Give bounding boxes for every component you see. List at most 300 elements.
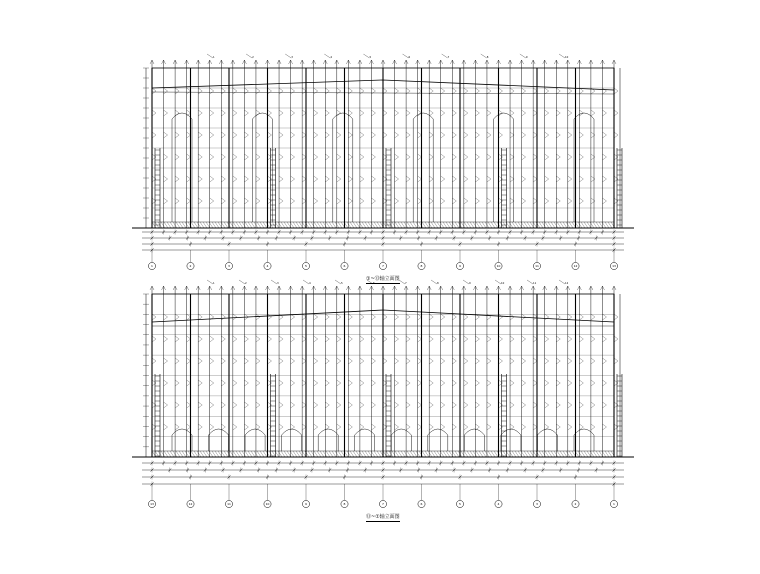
- hatch-stroke: [557, 222, 561, 228]
- hatch-stroke: [428, 451, 432, 457]
- hatch-stroke: [230, 451, 234, 457]
- hatch-stroke: [263, 222, 267, 228]
- stud-bracing: [198, 314, 202, 430]
- hatch-stroke: [584, 451, 588, 457]
- hatch-stroke: [374, 451, 378, 457]
- hatch-stroke: [239, 222, 243, 228]
- lower-caption-text: ⑬~①轴立面图: [366, 514, 400, 520]
- hatch-stroke: [539, 222, 543, 228]
- hatch-stroke: [281, 222, 285, 228]
- hatch-stroke: [533, 451, 537, 457]
- hatch-stroke: [431, 451, 435, 457]
- hatch-stroke: [356, 451, 360, 457]
- hatch-stroke: [329, 222, 333, 228]
- mark-label: 6: [373, 282, 375, 285]
- stud-bracing: [602, 88, 606, 204]
- hatch-stroke: [359, 451, 363, 457]
- mark-label: 5: [341, 282, 343, 285]
- stud-bracing: [348, 314, 352, 430]
- hatch-stroke: [578, 222, 582, 228]
- door-opening: [355, 429, 375, 451]
- hatch-stroke: [491, 451, 495, 457]
- door-opening: [318, 429, 338, 451]
- hatch-stroke: [542, 222, 546, 228]
- door-opening: [333, 113, 353, 222]
- hatch-stroke: [194, 222, 198, 228]
- hatch-stroke: [428, 222, 432, 228]
- stud-bracing: [441, 314, 445, 430]
- stud-bracing: [545, 88, 549, 204]
- hatch-stroke: [200, 222, 204, 228]
- stud-bracing: [371, 314, 375, 430]
- hatch-stroke: [167, 222, 171, 228]
- stud-bracing: [314, 314, 318, 430]
- hatch-stroke: [311, 222, 315, 228]
- mark-label: 2: [245, 282, 247, 285]
- hatch-stroke: [476, 451, 480, 457]
- door-opening: [413, 113, 433, 222]
- hatch-stroke: [212, 222, 216, 228]
- hatch-stroke: [245, 222, 249, 228]
- mark-label: 1: [213, 282, 215, 285]
- grid-bubble-label: 4: [266, 264, 269, 269]
- hatch-stroke: [473, 222, 477, 228]
- hatch-stroke: [473, 451, 477, 457]
- hatch-stroke: [221, 451, 225, 457]
- hatch-stroke: [215, 451, 219, 457]
- hatch-stroke: [278, 222, 282, 228]
- hatch-stroke: [542, 451, 546, 457]
- hatch-stroke: [332, 451, 336, 457]
- hatch-stroke: [443, 451, 447, 457]
- grid-bubble-label: 3: [228, 264, 230, 269]
- grid-bubble-label: 2: [189, 264, 192, 269]
- hatch-stroke: [551, 451, 555, 457]
- grid-bubble-label: 2: [574, 502, 577, 507]
- hatch-stroke: [338, 451, 342, 457]
- stud-bracing: [348, 88, 352, 204]
- stud-bracing: [499, 314, 503, 430]
- hatch-stroke: [392, 222, 396, 228]
- hatch-stroke: [437, 451, 441, 457]
- hatch-stroke: [476, 222, 480, 228]
- stud-bracing: [256, 88, 260, 204]
- grid-bubble-label: 8: [420, 264, 423, 269]
- mark-label: 11: [533, 282, 537, 285]
- stud-bracing: [221, 88, 225, 204]
- hatch-stroke: [467, 222, 471, 228]
- stud-bracing: [510, 314, 514, 430]
- door-opening: [282, 429, 302, 451]
- hatch-stroke: [434, 222, 438, 228]
- hatch-stroke: [554, 222, 558, 228]
- hatch-stroke: [587, 451, 591, 457]
- hatch-stroke: [590, 222, 594, 228]
- hatch-stroke: [377, 451, 381, 457]
- grid-bubble-label: 5: [459, 502, 461, 507]
- hatch-stroke: [170, 451, 174, 457]
- hatch-stroke: [317, 451, 321, 457]
- mark-label: 4: [330, 56, 332, 59]
- door-opening: [245, 429, 265, 451]
- stud-bracing: [614, 88, 618, 204]
- hatch-stroke: [281, 451, 285, 457]
- hatch-stroke: [314, 222, 318, 228]
- stud-bracing: [429, 88, 433, 204]
- hatch-stroke: [170, 222, 174, 228]
- hatch-stroke: [236, 222, 240, 228]
- mark-label: 10: [501, 282, 505, 285]
- hatch-stroke: [488, 451, 492, 457]
- hatch-stroke: [311, 451, 315, 457]
- hatch-stroke: [284, 451, 288, 457]
- stud-bracing: [371, 88, 375, 204]
- hatch-stroke: [590, 451, 594, 457]
- hatch-stroke: [161, 222, 165, 228]
- grid-bubble-label: 6: [420, 502, 423, 507]
- hatch-stroke: [515, 222, 519, 228]
- hatch-stroke: [452, 222, 456, 228]
- hatch-stroke: [464, 222, 468, 228]
- stud-bracing: [152, 88, 156, 204]
- hatch-stroke: [425, 222, 429, 228]
- door-opening: [464, 429, 484, 451]
- hatch-stroke: [260, 451, 264, 457]
- hatch-stroke: [257, 222, 261, 228]
- hatch-stroke: [185, 451, 189, 457]
- hatch-stroke: [593, 222, 597, 228]
- hatch-stroke: [524, 451, 528, 457]
- upper-caption-text: ①~⑬轴立面图: [366, 276, 400, 282]
- mark-label: 4: [309, 282, 311, 285]
- stud-bracing: [568, 314, 572, 430]
- mark-label: 3: [277, 282, 279, 285]
- grid-bubble-label: 9: [305, 502, 307, 507]
- hatch-stroke: [164, 222, 168, 228]
- grid-bubble-label: 11: [227, 502, 231, 507]
- hatch-stroke: [434, 451, 438, 457]
- hatch-stroke: [569, 451, 573, 457]
- hatch-stroke: [203, 222, 207, 228]
- hatch-stroke: [299, 222, 303, 228]
- door-opening: [391, 429, 411, 451]
- hatch-stroke: [164, 451, 168, 457]
- hatch-stroke: [221, 222, 225, 228]
- hatch-stroke: [530, 451, 534, 457]
- grid-bubble-label: 11: [535, 264, 539, 269]
- hatch-stroke: [296, 451, 300, 457]
- hatch-stroke: [365, 222, 369, 228]
- hatch-stroke: [470, 222, 474, 228]
- hatch-stroke: [554, 451, 558, 457]
- lower-elevation-caption: [366, 513, 400, 522]
- hatch-stroke: [410, 222, 414, 228]
- hatch-stroke: [212, 451, 216, 457]
- grid-bubble-label: 4: [497, 502, 500, 507]
- hatch-stroke: [593, 451, 597, 457]
- hatch-stroke: [596, 222, 600, 228]
- stud-bracing: [452, 88, 456, 204]
- mark-label: 6: [408, 56, 411, 59]
- grid-bubble-label: 10: [496, 264, 501, 269]
- hatch-stroke: [548, 451, 552, 457]
- stud-bracing: [441, 88, 445, 204]
- hatch-stroke: [251, 451, 255, 457]
- hatch-stroke: [365, 451, 369, 457]
- stud-bracing: [556, 88, 560, 204]
- hatch-stroke: [488, 222, 492, 228]
- hatch-stroke: [557, 451, 561, 457]
- hatch-stroke: [329, 451, 333, 457]
- hatch-stroke: [293, 451, 297, 457]
- stud-bracing: [395, 88, 399, 204]
- hatch-stroke: [551, 222, 555, 228]
- hatch-stroke: [446, 222, 450, 228]
- stud-bracing: [337, 88, 341, 204]
- mark-label: 8: [437, 282, 439, 285]
- door-opening: [428, 429, 448, 451]
- hatch-stroke: [401, 451, 405, 457]
- grid-bubble-label: 5: [305, 264, 307, 269]
- stud-bracing: [210, 314, 214, 430]
- hatch-stroke: [350, 222, 354, 228]
- mark-label: 1: [213, 56, 215, 59]
- hatch-stroke: [470, 451, 474, 457]
- stud-bracing: [464, 314, 468, 430]
- hatch-stroke: [257, 451, 261, 457]
- hatch-stroke: [509, 451, 513, 457]
- hatch-stroke: [284, 222, 288, 228]
- stud-bracing: [406, 314, 410, 430]
- hatch-stroke: [362, 222, 366, 228]
- stud-bracing: [614, 314, 618, 430]
- stud-bracing: [291, 314, 295, 430]
- stud-bracing: [522, 88, 526, 204]
- hatch-stroke: [401, 222, 405, 228]
- hatch-stroke: [407, 451, 411, 457]
- hatch-stroke: [206, 222, 210, 228]
- stud-bracing: [233, 314, 237, 430]
- hatch-stroke: [410, 451, 414, 457]
- hatch-stroke: [437, 222, 441, 228]
- mark-label: 8: [486, 56, 489, 59]
- hatch-stroke: [320, 222, 324, 228]
- hatch-stroke: [545, 451, 549, 457]
- hatch-stroke: [461, 451, 465, 457]
- hatch-stroke: [491, 222, 495, 228]
- grid-bubble-label: 10: [265, 502, 270, 507]
- grid-bubble-label: 12: [188, 502, 193, 507]
- grid-bubble-label: 7: [382, 502, 384, 507]
- hatch-stroke: [512, 451, 516, 457]
- stud-bracing: [279, 88, 283, 204]
- hatch-stroke: [581, 222, 585, 228]
- hatch-stroke: [482, 222, 486, 228]
- hatch-stroke: [377, 222, 381, 228]
- lower-caption-underline: [366, 521, 400, 522]
- stud-bracing: [556, 314, 560, 430]
- hatch-stroke: [398, 451, 402, 457]
- hatch-stroke: [206, 451, 210, 457]
- hatch-stroke: [179, 451, 183, 457]
- hatch-stroke: [353, 451, 357, 457]
- stud-bracing: [429, 314, 433, 430]
- hatch-stroke: [548, 222, 552, 228]
- hatch-stroke: [443, 222, 447, 228]
- hatch-stroke: [362, 451, 366, 457]
- lower-elevation: [132, 280, 634, 508]
- stud-bracing: [487, 314, 491, 430]
- stud-bracing: [325, 88, 329, 204]
- stud-bracing: [499, 88, 503, 204]
- hatch-stroke: [242, 222, 246, 228]
- hatch-stroke: [605, 451, 609, 457]
- hatch-stroke: [422, 222, 426, 228]
- mark-label: 9: [525, 56, 528, 59]
- hatch-stroke: [233, 222, 237, 228]
- stud-bracing: [164, 314, 168, 430]
- hatch-stroke: [467, 451, 471, 457]
- hatch-stroke: [278, 451, 282, 457]
- hatch-stroke: [353, 222, 357, 228]
- hatch-stroke: [431, 222, 435, 228]
- hatch-stroke: [320, 451, 324, 457]
- grid-bubble-label: 1: [613, 502, 615, 507]
- hatch-stroke: [464, 451, 468, 457]
- stud-bracing: [268, 314, 272, 430]
- stud-bracing: [360, 314, 364, 430]
- hatch-stroke: [314, 451, 318, 457]
- hatch-stroke: [494, 222, 498, 228]
- stud-bracing: [383, 314, 387, 430]
- hatch-stroke: [197, 451, 201, 457]
- door-opening: [252, 113, 272, 222]
- hatch-stroke: [179, 222, 183, 228]
- stud-bracing: [314, 88, 318, 204]
- grid-bubble-label: 3: [536, 502, 538, 507]
- stud-bracing: [152, 314, 156, 430]
- hatch-stroke: [347, 451, 351, 457]
- grid-bubble-label: 6: [343, 264, 346, 269]
- hatch-stroke: [479, 222, 483, 228]
- hatch-stroke: [395, 222, 399, 228]
- hatch-stroke: [161, 451, 165, 457]
- hatch-stroke: [527, 451, 531, 457]
- hatch-stroke: [416, 451, 420, 457]
- hatch-stroke: [608, 222, 612, 228]
- hatch-stroke: [338, 222, 342, 228]
- upper-caption-underline: [366, 283, 400, 284]
- hatch-stroke: [236, 451, 240, 457]
- hatch-stroke: [527, 222, 531, 228]
- stud-bracing: [406, 88, 410, 204]
- hatch-stroke: [413, 222, 417, 228]
- hatch-stroke: [605, 222, 609, 228]
- hatch-stroke: [191, 451, 195, 457]
- hatch-stroke: [230, 222, 234, 228]
- door-opening: [537, 429, 557, 451]
- stud-bracing: [198, 88, 202, 204]
- hatch-stroke: [332, 222, 336, 228]
- hatch-stroke: [260, 222, 264, 228]
- hatch-stroke: [326, 222, 330, 228]
- hatch-stroke: [356, 222, 360, 228]
- hatch-stroke: [323, 451, 327, 457]
- hatch-stroke: [413, 451, 417, 457]
- hatch-stroke: [347, 222, 351, 228]
- stud-bracing: [175, 88, 179, 204]
- stud-bracing: [268, 88, 272, 204]
- hatch-stroke: [563, 451, 567, 457]
- grid-bubble-label: 12: [573, 264, 578, 269]
- grid-bubble-label: 13: [150, 502, 154, 507]
- stud-bracing: [475, 314, 479, 430]
- hatch-stroke: [182, 222, 186, 228]
- hatch-stroke: [587, 222, 591, 228]
- hatch-stroke: [581, 451, 585, 457]
- hatch-stroke: [224, 222, 228, 228]
- stud-bracing: [325, 314, 329, 430]
- hatch-stroke: [560, 451, 564, 457]
- hatch-stroke: [296, 222, 300, 228]
- mark-label: 7: [447, 56, 450, 59]
- hatch-stroke: [533, 222, 537, 228]
- door-opening: [494, 113, 514, 222]
- stud-bracing: [175, 314, 179, 430]
- hatch-stroke: [509, 222, 513, 228]
- hatch-stroke: [242, 451, 246, 457]
- mark-label: 2: [252, 56, 254, 59]
- door-opening: [501, 429, 521, 451]
- hatch-stroke: [578, 451, 582, 457]
- grid-bubble-label: 9: [459, 264, 461, 269]
- hatch-stroke: [374, 222, 378, 228]
- hatch-stroke: [248, 222, 252, 228]
- hatch-stroke: [392, 451, 396, 457]
- hatch-stroke: [350, 451, 354, 457]
- grid-bubble-label: 13: [612, 264, 616, 269]
- stud-bracing: [360, 88, 364, 204]
- stud-bracing: [568, 88, 572, 204]
- hatch-stroke: [203, 451, 207, 457]
- hatch-stroke: [167, 451, 171, 457]
- hatch-stroke: [197, 222, 201, 228]
- hatch-stroke: [299, 451, 303, 457]
- hatch-stroke: [182, 451, 186, 457]
- hatch-stroke: [326, 451, 330, 457]
- hatch-stroke: [455, 222, 459, 228]
- hatch-stroke: [239, 451, 243, 457]
- hatch-stroke: [494, 451, 498, 457]
- hatch-stroke: [515, 451, 519, 457]
- hatch-stroke: [608, 451, 612, 457]
- hatch-stroke: [425, 451, 429, 457]
- stud-bracing: [279, 314, 283, 430]
- hatch-stroke: [524, 222, 528, 228]
- door-opening: [209, 429, 229, 451]
- stud-bracing: [487, 88, 491, 204]
- stud-bracing: [291, 88, 295, 204]
- hatch-stroke: [248, 451, 252, 457]
- upper-elevation-caption: [366, 275, 400, 284]
- hatch-stroke: [293, 222, 297, 228]
- hatch-stroke: [194, 451, 198, 457]
- hatch-stroke: [416, 222, 420, 228]
- upper-elevation: [132, 54, 634, 270]
- hatch-stroke: [176, 451, 180, 457]
- stud-bracing: [522, 314, 526, 430]
- hatch-stroke: [452, 451, 456, 457]
